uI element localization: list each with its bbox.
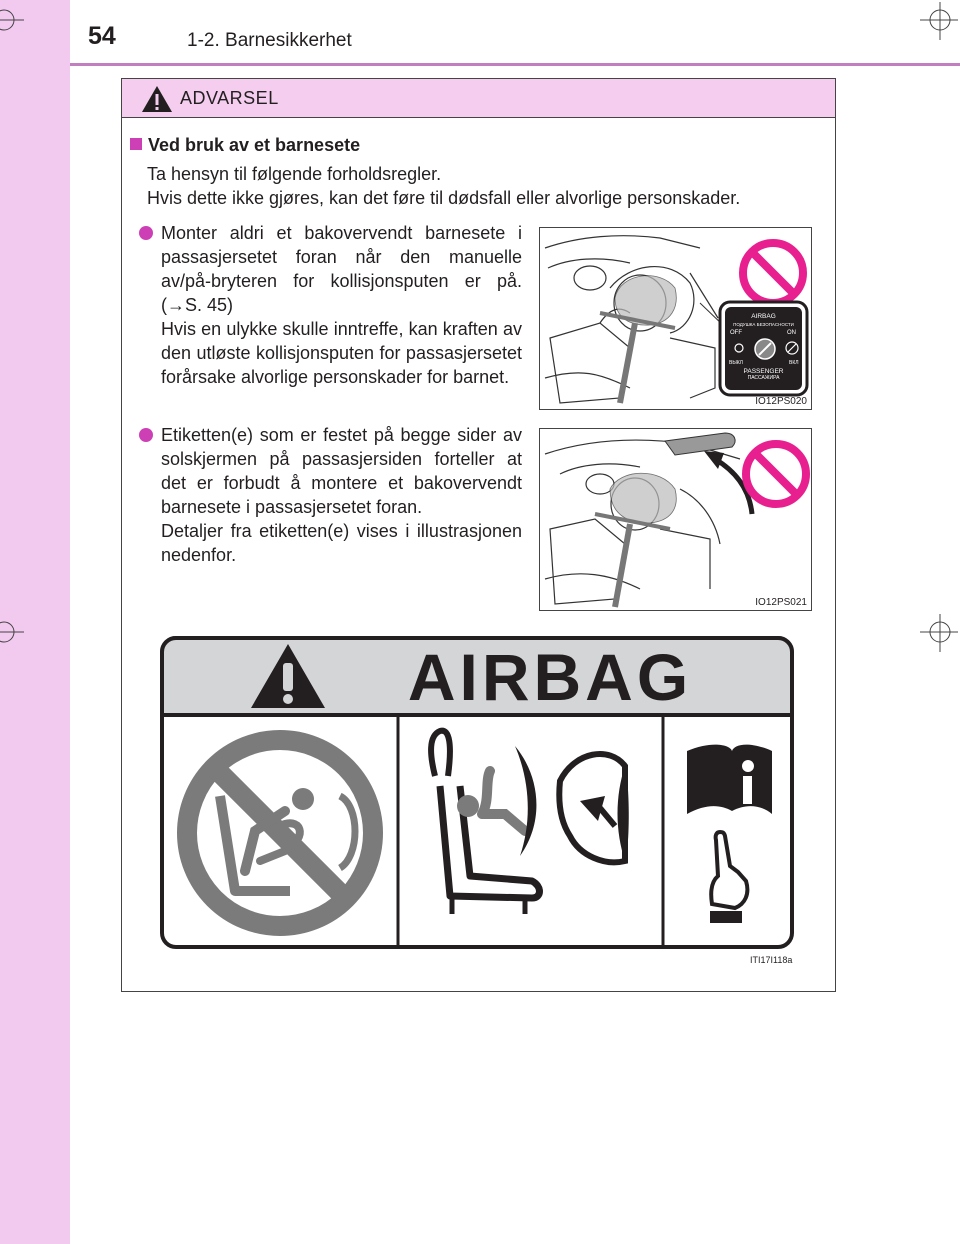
section-title [130,135,360,156]
bullet-paragraph: Etiketten(e) som er festet på begge sider av solskjermen på passasjersiden forteller at det er forbudt å montere et bakovervendt barnesete i passasjersetet foran. [161,425,522,517]
crop-mark-top-right [920,2,958,40]
figure-code: IO12PS020 [755,396,807,407]
bullet-item-sun-visor-label [139,423,522,567]
bullet-paragraph: Monter aldri et bakovervendt barnesete i passasjersetet foran når den manuelle av/på-bryteren for kollisjonsputen er på. (→S. 45) [161,223,522,315]
airbag-label-title: AIRBAG [407,640,693,714]
switch-title: AIRBAG [751,313,776,320]
crop-mark-mid-right [920,614,958,652]
car-sun-visor-illustration [540,429,811,610]
section-intro [147,162,837,210]
switch-off-ru-label: ВЫКЛ [729,360,743,366]
figure-code: IO12PS021 [755,597,807,608]
warning-triangle-icon [140,84,174,114]
warning-header [122,79,835,118]
bullet-dot-icon [139,226,153,240]
switch-passenger-label: PASSENGER [743,368,784,375]
switch-on-ru-label: ВКЛ [789,360,799,366]
crop-mark-top-left [0,2,30,40]
header-rule [70,63,960,66]
intro-line: Hvis dette ikke gjøres, kan det føre til dødsfall eller alvorlige personskader. [147,188,741,208]
switch-on-label: ON [787,330,796,336]
airbag-warning-label [160,636,794,949]
crop-mark-mid-left [0,614,30,652]
page-number: 54 [88,22,116,50]
warning-heading: ADVARSEL [180,88,279,108]
chapter-title: 1-2. Barnesikkerhet [187,30,352,51]
switch-off-label: OFF [730,330,742,336]
intro-line: Ta hensyn til følgende forholdsregler. [147,164,442,184]
switch-passenger-ru-label: ПАССАЖИРА [747,375,780,381]
bullet-paragraph: Hvis en ulykke skulle inntreffe, kan kraften av den utløste kollisjonsputen for passasjersetet forårsake alvorlige personskader for barnet. [161,319,522,387]
airbag-label-code: ITI17I118a [750,955,793,965]
bullet-item-airbag-switch [139,221,522,389]
figure-sun-visor [539,428,812,611]
bullet-dot-icon [139,428,153,442]
bullet-paragraph: Detaljer fra etiketten(e) vises i illustrasjonen nedenfor. [161,521,522,565]
figure-airbag-switch [539,227,812,410]
switch-subtitle: ПОДУШКА БЕЗОПАСНОСТИ [733,321,794,327]
section-title-text: Ved bruk av et barnesete [148,135,361,155]
section-square-icon [130,138,142,150]
